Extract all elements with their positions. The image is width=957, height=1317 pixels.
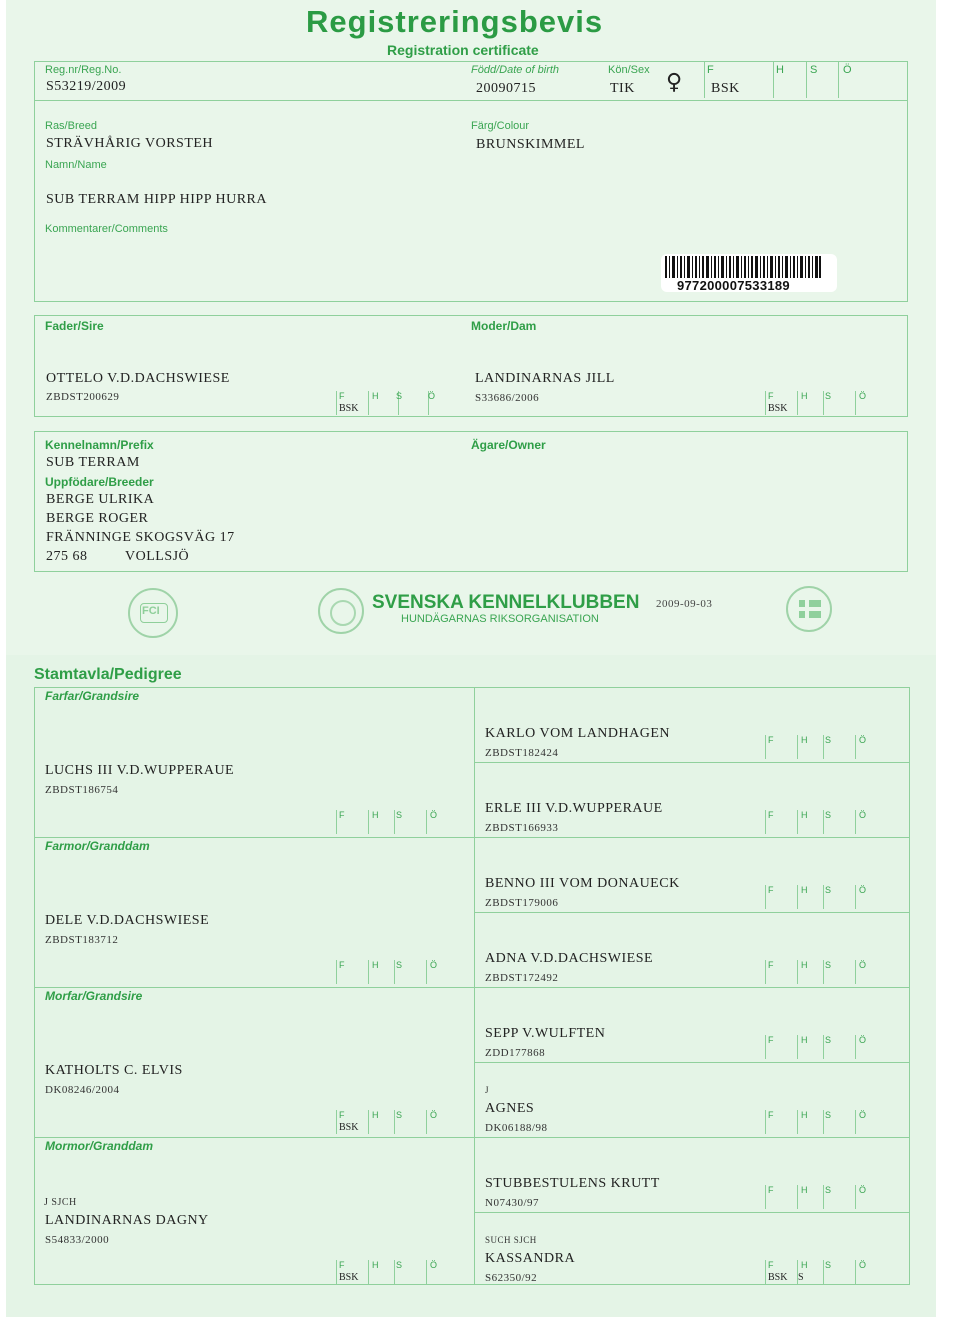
great-grandparent-reg: ZBDST172492 — [485, 972, 559, 984]
o-label: Ö — [859, 391, 867, 401]
great-grandparent-reg: S62350/92 — [485, 1272, 538, 1284]
m-grandsire-label: Morfar/Grandsire — [45, 989, 143, 1003]
m-granddam-label: Mormor/Granddam — [45, 1139, 154, 1153]
name-label: Namn/Name — [45, 159, 107, 171]
flag-seal-icon — [786, 586, 832, 632]
o-label: Ö — [430, 960, 438, 970]
grandparent-reg: ZBDST183712 — [45, 934, 119, 946]
h-label: H — [801, 1035, 808, 1045]
grandparent-name: LUCHS III V.D.WUPPERAUE — [45, 763, 235, 778]
divider — [806, 62, 807, 98]
divider — [475, 1062, 909, 1063]
dam-fhso — [765, 391, 895, 417]
f-value: BSK — [339, 1122, 359, 1133]
s-label: S — [396, 960, 403, 970]
great-grandparent-name: STUBBESTULENS KRUTT — [485, 1176, 660, 1191]
f-label: F — [339, 1110, 345, 1120]
regno-value: S53219/2009 — [46, 79, 127, 94]
s-label: S — [810, 64, 818, 76]
s-label: S — [825, 1185, 832, 1195]
grandparent-name: DELE V.D.DACHSWIESE — [45, 913, 210, 928]
female-symbol-icon: ♀ — [666, 70, 683, 95]
h-label: H — [372, 1260, 379, 1270]
o-label: Ö — [428, 391, 436, 401]
great-grandparent-title: SUCH SJCH — [485, 1235, 537, 1245]
h-label: H — [801, 1185, 808, 1195]
sire-name: OTTELO V.D.DACHSWIESE — [46, 371, 230, 386]
fhso-cells — [336, 960, 466, 986]
club-name: SVENSKA KENNELKLUBBEN — [372, 592, 640, 613]
great-grandparent-reg: N07430/97 — [485, 1197, 539, 1209]
o-label: Ö — [859, 885, 867, 895]
great-grandparent-name: ERLE III V.D.WUPPERAUE — [485, 801, 663, 816]
comments-label: Kommentarer/Comments — [45, 223, 168, 235]
fhso-cells — [336, 1260, 466, 1286]
divider — [475, 1212, 909, 1213]
great-grandparent-reg: ZDD177868 — [485, 1047, 546, 1059]
o-label: Ö — [859, 1185, 867, 1195]
certificate-subtitle: Registration certificate — [387, 42, 539, 58]
divider — [773, 62, 774, 98]
breeder-city: VOLLSJÖ — [125, 549, 190, 564]
regno-label: Reg.nr/Reg.No. — [45, 64, 122, 76]
sex-label: Kön/Sex — [608, 64, 650, 76]
grandparent-reg: DK08246/2004 — [45, 1084, 120, 1096]
f-label: F — [339, 391, 345, 401]
great-grandparent-reg: ZBDST166933 — [485, 822, 559, 834]
dam-label: Moder/Dam — [471, 319, 537, 333]
fhso-cells — [765, 1035, 895, 1061]
o-label: Ö — [430, 1260, 438, 1270]
issue-date: 2009-09-03 — [656, 598, 713, 610]
f-label: F — [768, 1185, 774, 1195]
great-grandparent-reg: DK06188/98 — [485, 1122, 548, 1134]
dam-name: LANDINARNAS JILL — [475, 371, 615, 386]
fci-label: FCI — [142, 605, 160, 617]
breeder-label: Uppfödare/Breeder — [45, 475, 154, 489]
sire-reg: ZBDST200629 — [46, 391, 120, 403]
barcode-number: 977200007533189 — [677, 278, 790, 293]
great-grandparent-reg: ZBDST179006 — [485, 897, 559, 909]
f-label: F — [768, 735, 774, 745]
breed-label: Ras/Breed — [45, 120, 97, 132]
sire-f-value: BSK — [339, 403, 359, 414]
f-label: F — [707, 64, 714, 76]
h-label: H — [801, 885, 808, 895]
s-label: S — [396, 391, 403, 401]
f-label: F — [339, 1260, 345, 1270]
o-label: Ö — [859, 810, 867, 820]
fhso-cells — [765, 810, 895, 836]
s-label: S — [825, 810, 832, 820]
breeder-line3: FRÄNNINGE SKOGSVÄG 17 — [46, 530, 235, 545]
h-label: H — [801, 735, 808, 745]
s-label: S — [825, 960, 832, 970]
f-value: BSK — [339, 1272, 359, 1283]
divider — [838, 62, 839, 98]
s-label: S — [825, 735, 832, 745]
o-label: Ö — [430, 810, 438, 820]
breed-value: STRÄVHÅRIG VORSTEH — [46, 136, 214, 151]
divider — [475, 762, 909, 763]
fci-seal-icon — [128, 588, 178, 638]
s-label: S — [825, 1110, 832, 1120]
great-grandparent-name: BENNO III VOM DONAUECK — [485, 876, 680, 891]
grandparent-reg: S54833/2000 — [45, 1234, 110, 1246]
fhso-cells — [765, 735, 895, 761]
grandparent-reg: ZBDST186754 — [45, 784, 119, 796]
sire-label: Fader/Sire — [45, 319, 104, 333]
h-label: H — [801, 810, 808, 820]
sex-value: TIK — [610, 81, 635, 96]
divider — [475, 912, 909, 913]
great-grandparent-name: AGNES — [485, 1101, 535, 1116]
barcode-bars-icon — [665, 256, 821, 278]
h-label: H — [801, 1110, 808, 1120]
grandparent-name: KATHOLTS C. ELVIS — [45, 1063, 183, 1078]
h-label: H — [801, 391, 808, 401]
fhso-cells — [765, 1185, 895, 1211]
h-label: H — [801, 1260, 808, 1270]
fhso-cells — [336, 1110, 466, 1136]
grandsire-label: Farfar/Grandsire — [45, 689, 140, 703]
h-label: H — [372, 1110, 379, 1120]
divider — [35, 837, 909, 838]
certificate-title: Registreringsbevis — [306, 4, 604, 39]
granddam-label: Farmor/Granddam — [45, 839, 150, 853]
o-label: Ö — [859, 960, 867, 970]
dam-f-value: BSK — [768, 403, 788, 414]
f-label: F — [768, 810, 774, 820]
great-grandparent-reg: ZBDST182424 — [485, 747, 559, 759]
s-label: S — [396, 810, 403, 820]
colour-label: Färg/Colour — [471, 120, 530, 132]
f-label: F — [768, 1110, 774, 1120]
h-label: H — [801, 960, 808, 970]
f-label: F — [768, 960, 774, 970]
grandparent-name: LANDINARNAS DAGNY — [45, 1213, 209, 1228]
breeder-line2: BERGE ROGER — [46, 511, 149, 526]
divider — [35, 100, 907, 101]
h-label: H — [372, 391, 379, 401]
prefix-value: SUB TERRAM — [46, 455, 140, 470]
prefix-label: Kennelnamn/Prefix — [45, 438, 154, 452]
divider — [35, 1137, 909, 1138]
great-grandparent-title: J — [485, 1085, 490, 1095]
f-label: F — [339, 810, 345, 820]
o-label: Ö — [859, 735, 867, 745]
pedigree-title: Stamtavla/Pedigree — [34, 666, 182, 683]
great-grandparent-name: ADNA V.D.DACHSWIESE — [485, 951, 654, 966]
barcode — [661, 254, 837, 292]
great-grandparent-name: SEPP V.WULFTEN — [485, 1026, 606, 1041]
born-label: Född/Date of birth — [471, 64, 560, 76]
fhso-cells — [765, 1110, 895, 1136]
f-value: BSK — [711, 81, 740, 96]
great-grandparent-name: KASSANDRA — [485, 1251, 576, 1266]
o-label: Ö — [843, 64, 852, 76]
great-grandparent-name: KARLO VOM LANDHAGEN — [485, 726, 671, 741]
f-label: F — [339, 960, 345, 970]
colour-value: BRUNSKIMMEL — [476, 137, 585, 152]
divider — [35, 987, 909, 988]
f-label: F — [768, 1260, 774, 1270]
o-label: Ö — [859, 1035, 867, 1045]
club-subtitle: HUNDÄGARNAS RIKSORGANISATION — [401, 613, 599, 625]
h-label: H — [372, 960, 379, 970]
h-label: H — [776, 64, 784, 76]
name-value: SUB TERRAM HIPP HIPP HURRA — [46, 192, 267, 207]
h-label: H — [372, 810, 379, 820]
breeder-zip: 275 68 — [46, 549, 88, 564]
breeder-line1: BERGE ULRIKA — [46, 492, 155, 507]
sire-fhso — [336, 391, 466, 417]
born-value: 20090715 — [476, 81, 536, 96]
skk-seal-icon — [318, 588, 364, 634]
f-label: F — [768, 1035, 774, 1045]
s-label: S — [825, 1035, 832, 1045]
owner-label: Ägare/Owner — [471, 438, 546, 452]
fhso-cells — [765, 1260, 895, 1286]
fhso-cells — [765, 885, 895, 911]
grandparent-title: J SJCH — [44, 1197, 77, 1208]
f-label: F — [768, 885, 774, 895]
dam-reg: S33686/2006 — [475, 392, 540, 404]
f-label: F — [768, 391, 774, 401]
fhso-cells — [765, 960, 895, 986]
o-label: Ö — [859, 1260, 867, 1270]
s-label: S — [396, 1260, 403, 1270]
s-label: S — [825, 391, 832, 401]
o-label: Ö — [859, 1110, 867, 1120]
o-label: Ö — [430, 1110, 438, 1120]
divider — [704, 62, 705, 98]
fhso-cells — [336, 810, 466, 836]
f-value: BSK — [768, 1272, 788, 1283]
s-value: S — [798, 1272, 804, 1283]
s-label: S — [396, 1110, 403, 1120]
s-label: S — [825, 885, 832, 895]
s-label: S — [825, 1260, 832, 1270]
